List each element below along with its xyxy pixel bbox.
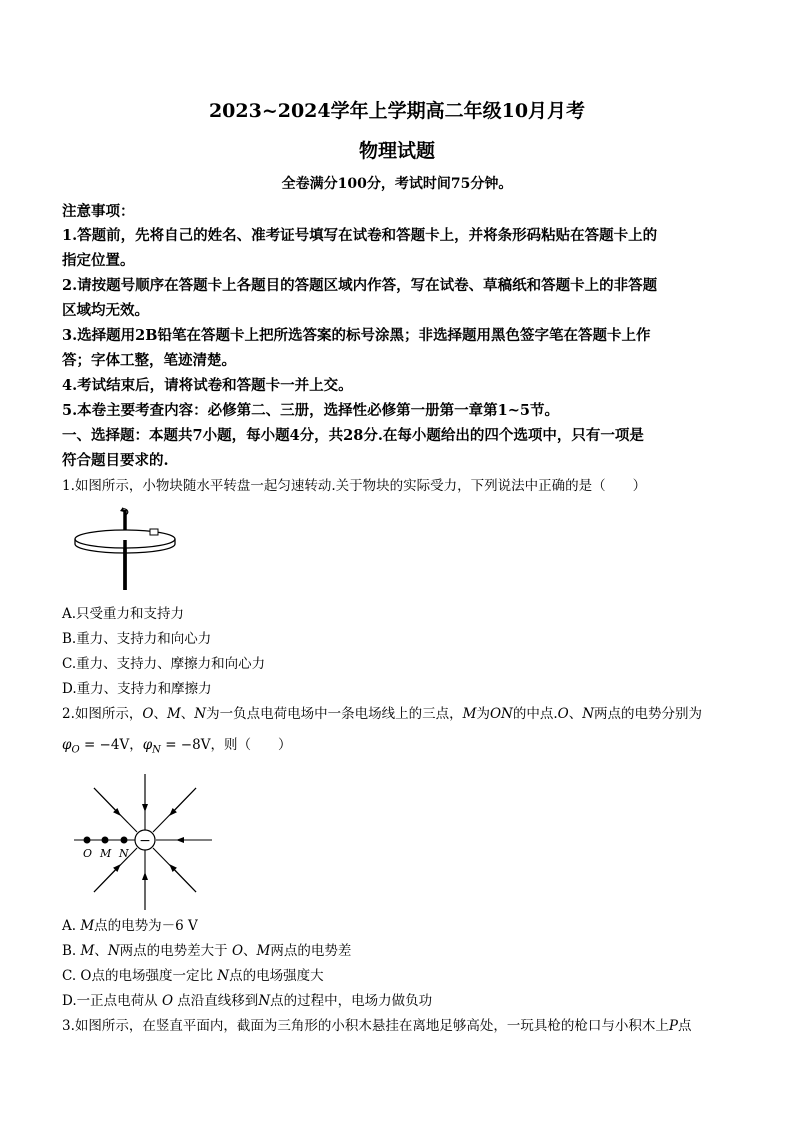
exam-title: 2023~2024学年上学期高二年级10月月考: [208, 100, 586, 122]
note-line: 指定位置。: [62, 252, 135, 269]
note-line: 1.答题前，先将自己的姓名、准考证号填写在试卷和答题卡上，并将条形码粘贴在答题卡上的: [62, 227, 658, 244]
field-arrow-icon: [172, 788, 196, 813]
q3-stem: 3.如图所示，在竖直平面内，截面为三角形的小积木悬挂在离地足够高处，一玩具枪的枪口与小积木上P点: [62, 1018, 692, 1034]
charge-sign: −: [139, 833, 151, 849]
label-n: N: [119, 847, 129, 860]
q2-option-a: A. M点的电势为－6 V: [62, 918, 198, 934]
field-arrow-icon: [94, 867, 118, 892]
exam-subject: 物理试题: [358, 140, 435, 162]
q1-option-c: C.重力、支持力、摩擦力和向心力: [62, 656, 266, 672]
note-line: 区域均无效。: [62, 302, 149, 319]
note-line: 2.请按题号顺序在答题卡上各题目的答题区域内作答，写在试卷、草稿纸和答题卡上的非答题: [62, 277, 658, 294]
q2-option-b: B. M、N两点的电势差大于 O、M两点的电势差: [62, 943, 352, 959]
q2-option-d: D.一正点电荷从 O 点沿直线移到N点的过程中，电场力做负功: [62, 993, 433, 1009]
point-m: [102, 837, 109, 844]
q2-stem: 2.如图所示，O、M、N为一负点电荷电场中一条电场线上的三点，M为ON的中点.O、N两点的电势分别为: [62, 706, 703, 722]
note-line: 3.选择题用2B铅笔在答题卡上把所选答案的标号涂黑；非选择题用黑色签字笔在答题卡上作: [62, 327, 651, 344]
turntable-figure: [70, 502, 182, 592]
section-heading: 一、选择题：本题共7小题，每小题4分，共28分.在每小题给出的四个选项中，只有一项是: [62, 427, 644, 444]
note-line: 4.考试结束后，请将试卷和答题卡一并上交。: [62, 377, 353, 394]
section-heading: 符合题目要求的.: [62, 452, 169, 469]
q1-stem: 1.如图所示，小物块随水平转盘一起匀速转动.关于物块的实际受力，下列说法中正确的是（ ）: [62, 478, 647, 494]
note-line: 5.本卷主要考查内容：必修第二、三册，选择性必修第一册第一章第1~5节。: [62, 402, 559, 419]
note-line: 答；字体工整，笔迹清楚。: [62, 352, 236, 369]
q2-potentials: $\varphi_O = -4V$，$\varphi_N = -8V$，则（ ）: [62, 737, 292, 756]
label-m: M: [100, 847, 112, 860]
point-n: [121, 837, 128, 844]
q1-option-b: B.重力、支持力和向心力: [62, 631, 212, 647]
electric-field-figure: [72, 772, 222, 912]
rotation-arrowhead-icon: [120, 507, 124, 512]
q1-option-a: A.只受重力和支持力: [62, 606, 185, 622]
label-o: O: [83, 847, 93, 860]
notes-heading: 注意事项：: [62, 203, 135, 220]
q1-option-d: D.重力、支持力和摩擦力: [62, 681, 212, 697]
exam-info: 全卷满分100分，考试时间75分钟。: [281, 176, 513, 192]
field-arrow-icon: [94, 788, 118, 813]
point-o: [84, 837, 91, 844]
q2-option-c: C. O点的电场强度一定比 N点的电场强度大: [62, 968, 324, 984]
field-arrow-icon: [172, 867, 196, 892]
small-block: [150, 529, 158, 535]
